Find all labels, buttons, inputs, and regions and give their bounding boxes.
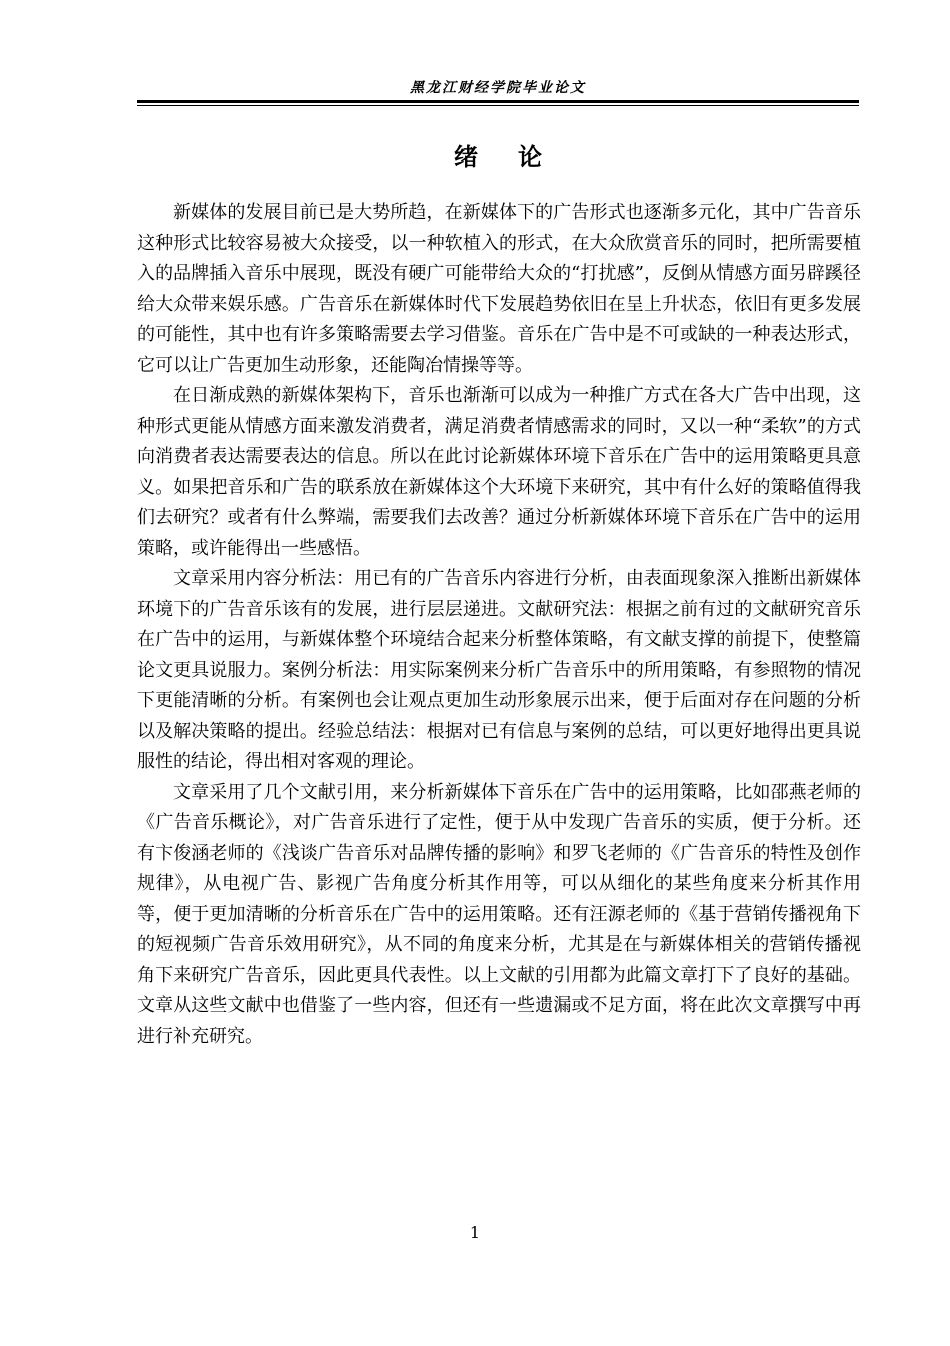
paragraph-3: 文章采用内容分析法：用已有的广告音乐内容进行分析，由表面现象深入推断出新媒体环境下的广告音乐该有的发展，进行层层递进。文献研究法：根据之前有过的文献研究音乐在广告中的运用，与新媒体整个环境结合起来分析整体策略，有文献支撑的前提下，使整篇论文更具说服力。案例分析法：用实际案例来分析广告音乐中的所用策略，有参照物的情况下更能清晰的分析。有案例也会让观点更加生动形象展示出来，便于后面对存在问题的分析以及解决策略的提出。经验总结法：根据对已有信息与案例的总结，可以更好地得出更具说服性的结论，得出相对客观的理论。 <box>137 568 861 772</box>
paragraph-1: 新媒体的发展目前已是大势所趋，在新媒体下的广告形式也逐渐多元化，其中广告音乐这种形式比较容易被大众接受，以一种软植入的形式，在大众欣赏音乐的同时，把所需要植入的品牌插入音乐中展现，既没有硬广可能带给大众的“打扰感”，反倒从情感方面另辟蹊径给大众带来娱乐感。广告音乐在新媒体时代下发展趋势依旧在呈上升状态，依旧有更多发展的可能性，其中也有许多策略需要去学习借鉴。音乐在广告中是不可或缺的一种表达形式，它可以让广告更加生动形象，还能陶冶情操等等。 <box>137 202 861 376</box>
page-number: 1 <box>469 1223 481 1242</box>
header-title: 黑龙江财经学院毕业论文 <box>410 80 586 96</box>
body-text <box>137 198 861 1052</box>
header-rule-thick <box>137 100 859 103</box>
paragraph-2: 在日渐成熟的新媒体架构下，音乐也渐渐可以成为一种推广方式在各大广告中出现，这种形式更能从情感方面来激发消费者，满足消费者情感需求的同时，又以一种“柔软”的方式向消费者表达需要表达的信息。所以在此讨论新媒体环境下音乐在广告中的运用策略更具意义。如果把音乐和广告的联系放在新媒体这个大环境下来研究，其中有什么好的策略值得我们去研究？或者有什么弊端，需要我们去改善？通过分析新媒体环境下音乐在广告中的运用策略，或许能得出一些感悟。 <box>137 385 861 559</box>
page-header <box>137 78 859 108</box>
chapter-title: 绪论 <box>454 142 582 171</box>
header-rule-thin <box>137 105 859 106</box>
paragraph-4: 文章采用了几个文献引用，来分析新媒体下音乐在广告中的运用策略，比如邵燕老师的《广告音乐概论》，对广告音乐进行了定性，便于从中发现广告音乐的实质，便于分析。还有卞俊涵老师的《浅谈广告音乐对品牌传播的影响》和罗飞老师的《广告音乐的特性及创作规律》，从电视广告、影视广告角度分析其作用等，可以从细化的某些角度来分析其作用等，便于更加清晰的分析音乐在广告中的运用策略。还有汪源老师的《基于营销传播视角下的短视频广告音乐效用研究》，从不同的角度来分析，尤其是在与新媒体相关的营销传播视角下来研究广告音乐，因此更具代表性。以上文献的引用都为此篇文章打下了良好的基础。文章从这些文献中也借鉴了一些内容，但还有一些遗漏或不足方面，将在此次文章撰写中再进行补充研究。 <box>137 781 861 1047</box>
